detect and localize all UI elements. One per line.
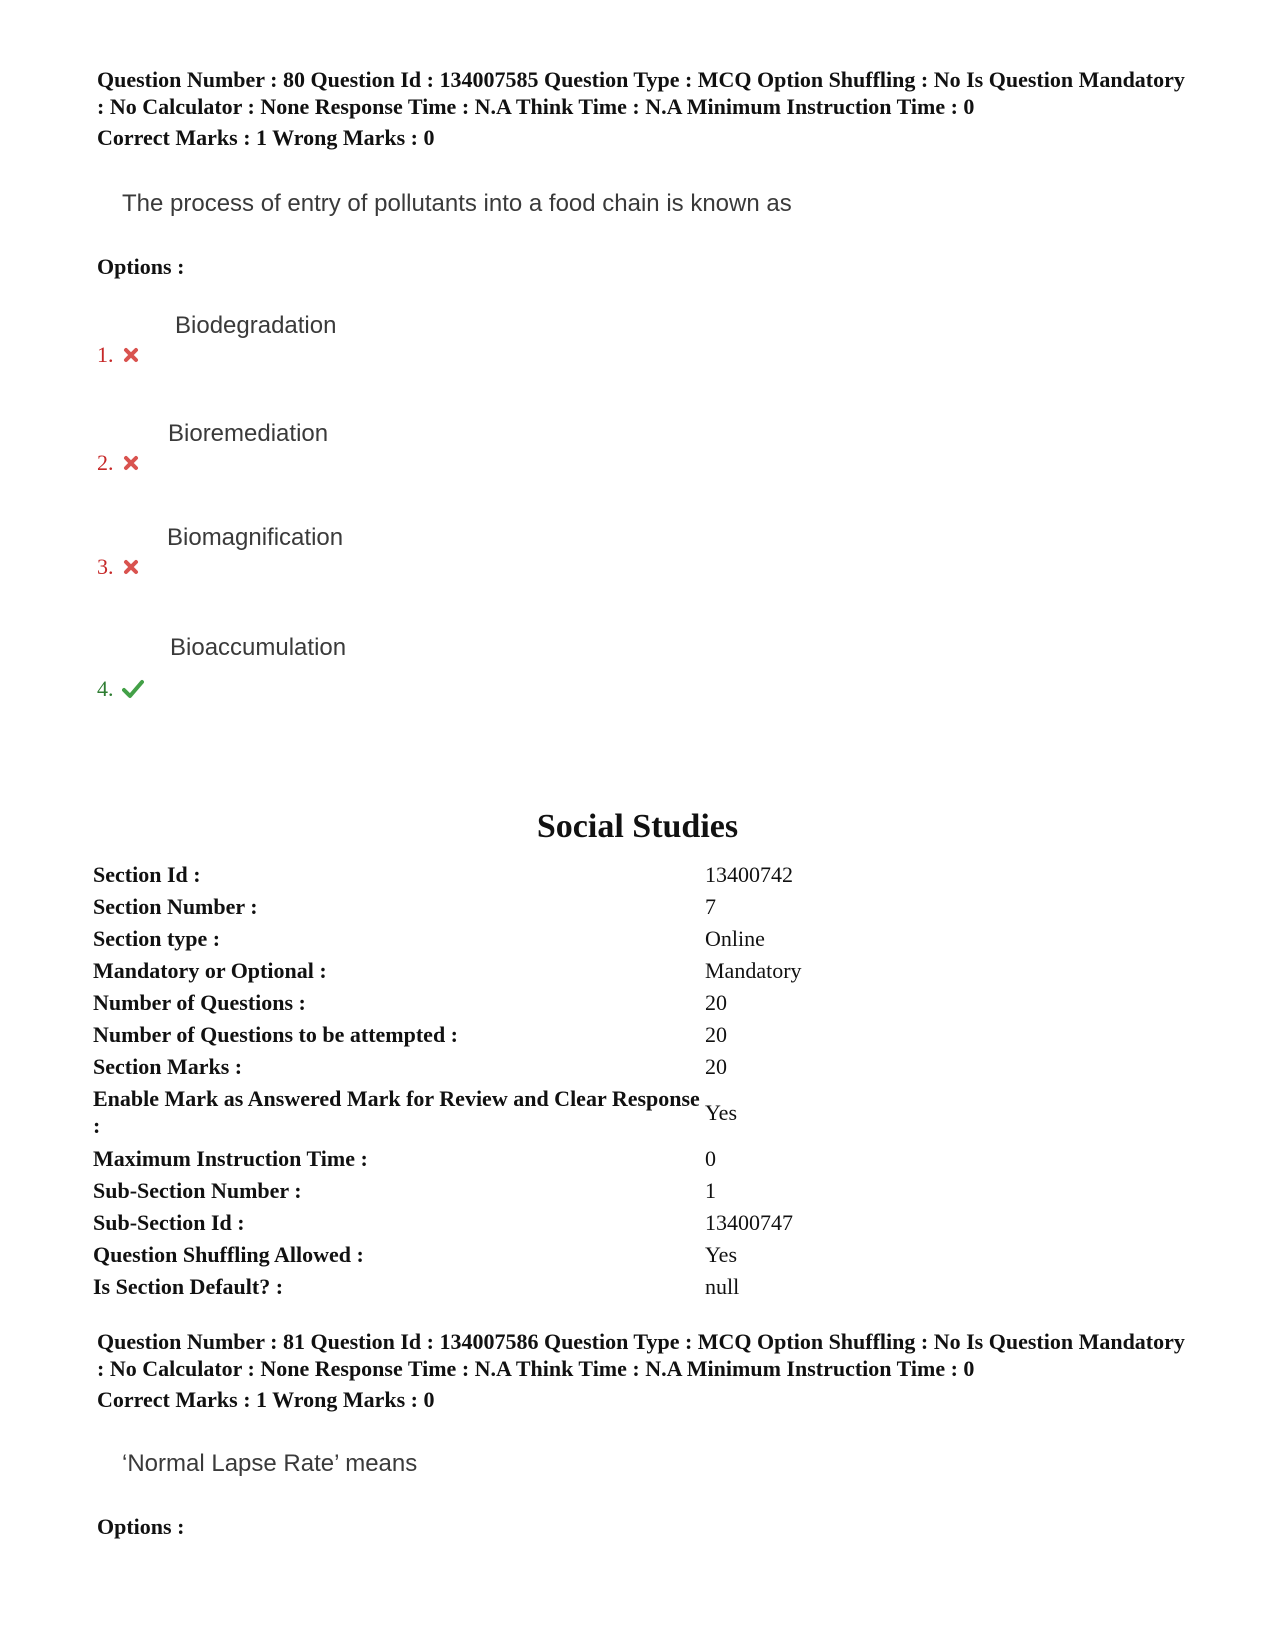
section-key: Section Number : bbox=[93, 893, 258, 919]
section-key: Enable Mark as Answered Mark for Review and Clear Response : bbox=[93, 1086, 700, 1138]
section-value: 20 bbox=[705, 989, 727, 1015]
section-details-table bbox=[93, 858, 1193, 1302]
option-4-text: Bioaccumulation bbox=[170, 634, 347, 661]
table-row bbox=[93, 890, 1193, 922]
question-80-marks: Correct Marks : 1 Wrong Marks : 0 bbox=[97, 125, 435, 150]
table-row bbox=[93, 1270, 1193, 1302]
question-80-text: The process of entry of pollutants into a food chain is known as bbox=[122, 190, 792, 217]
section-value: null bbox=[705, 1273, 740, 1299]
section-value: Mandatory bbox=[705, 957, 802, 983]
question-81-marks: Correct Marks : 1 Wrong Marks : 0 bbox=[97, 1387, 435, 1412]
cross-icon bbox=[122, 558, 140, 576]
section-key: Maximum Instruction Time : bbox=[93, 1145, 368, 1171]
option-1-number bbox=[97, 342, 140, 368]
section-key: Section Id : bbox=[93, 861, 201, 887]
question-80-options-label: Options : bbox=[97, 254, 185, 279]
section-value: 13400747 bbox=[705, 1209, 793, 1235]
section-title: Social Studies bbox=[536, 808, 739, 845]
cross-icon bbox=[122, 454, 140, 472]
table-row bbox=[93, 1082, 1193, 1142]
question-80-meta: Question Number : 80 Question Id : 134007585 Question Type : MCQ Option Shuffling : No Is Question Mandatory : No Calculator : None Response Time : N.A Think Time : N.A Minimum Instruction Time : 0 bbox=[97, 67, 1185, 119]
option-1-num: 1. bbox=[97, 342, 114, 367]
section-key: Is Section Default? : bbox=[93, 1273, 284, 1299]
table-row bbox=[93, 1018, 1193, 1050]
section-key: Number of Questions to be attempted : bbox=[93, 1021, 459, 1047]
table-row bbox=[93, 858, 1193, 890]
section-value: 7 bbox=[705, 893, 716, 919]
section-value: 20 bbox=[705, 1021, 727, 1047]
table-row bbox=[93, 1050, 1193, 1082]
section-key: Section Marks : bbox=[93, 1053, 243, 1079]
option-3-num: 3. bbox=[97, 554, 114, 579]
table-row bbox=[93, 1174, 1193, 1206]
option-2-number bbox=[97, 450, 140, 476]
option-3-number bbox=[97, 554, 140, 580]
section-value: 1 bbox=[705, 1177, 716, 1203]
option-2-text: Bioremediation bbox=[168, 420, 329, 447]
section-key: Section type : bbox=[93, 925, 221, 951]
question-81-text: ‘Normal Lapse Rate’ means bbox=[122, 1450, 418, 1477]
section-key: Number of Questions : bbox=[93, 989, 306, 1015]
option-1-text: Biodegradation bbox=[175, 312, 337, 339]
cross-icon bbox=[122, 346, 140, 364]
section-value: Yes bbox=[705, 1241, 738, 1267]
option-4-number bbox=[97, 676, 144, 702]
table-row bbox=[93, 1206, 1193, 1238]
section-value: 0 bbox=[705, 1145, 716, 1171]
question-81-options-label: Options : bbox=[97, 1514, 185, 1539]
table-row bbox=[93, 954, 1193, 986]
section-value: Yes bbox=[705, 1099, 738, 1125]
table-row bbox=[93, 922, 1193, 954]
check-icon bbox=[122, 679, 144, 699]
section-value: 20 bbox=[705, 1053, 727, 1079]
option-2-num: 2. bbox=[97, 450, 114, 475]
question-81-meta: Question Number : 81 Question Id : 134007586 Question Type : MCQ Option Shuffling : No Is Question Mandatory : No Calculator : None Response Time : N.A Think Time : N.A Minimum Instruction Time : 0 bbox=[97, 1329, 1185, 1381]
table-row bbox=[93, 1238, 1193, 1270]
section-key: Sub-Section Id : bbox=[93, 1209, 245, 1235]
section-key: Sub-Section Number : bbox=[93, 1177, 302, 1203]
option-3-text: Biomagnification bbox=[167, 524, 344, 551]
table-row bbox=[93, 986, 1193, 1018]
option-4-num: 4. bbox=[97, 676, 114, 701]
section-key: Mandatory or Optional : bbox=[93, 957, 327, 983]
table-row bbox=[93, 1142, 1193, 1174]
section-value: 13400742 bbox=[705, 861, 793, 887]
section-key: Question Shuffling Allowed : bbox=[93, 1241, 364, 1267]
section-value: Online bbox=[705, 925, 765, 951]
